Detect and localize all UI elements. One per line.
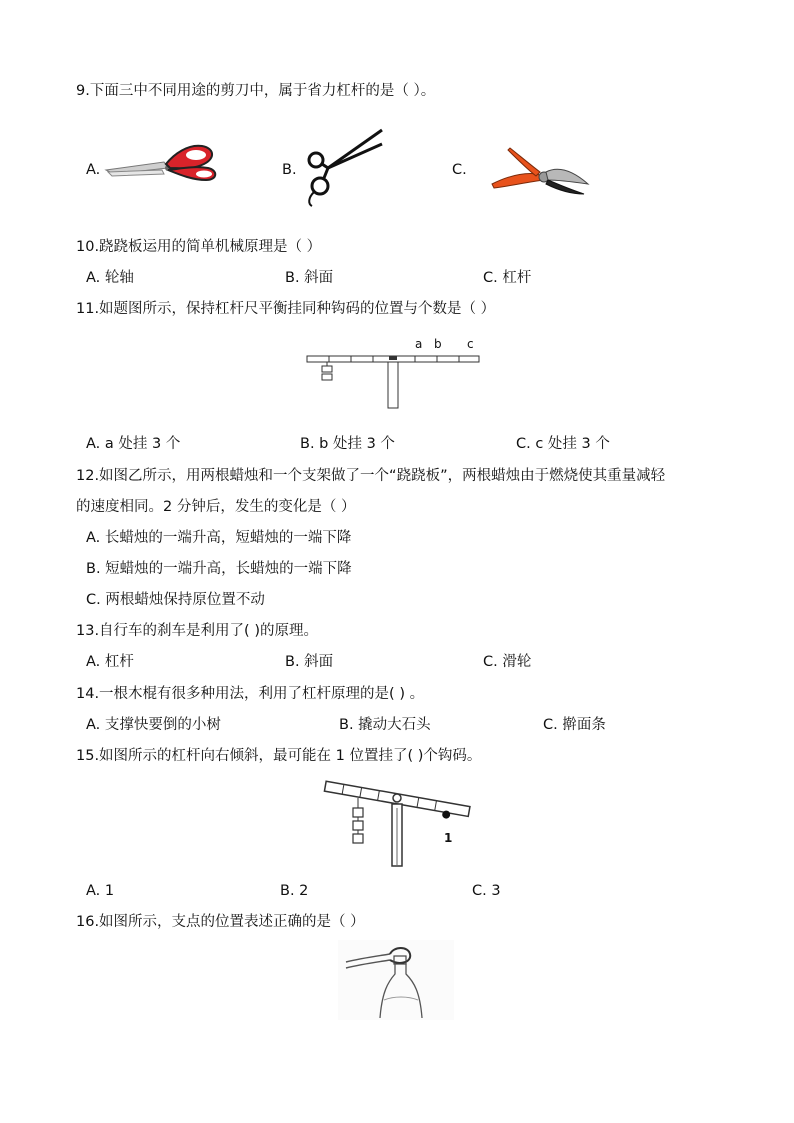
q10-option-c: C. 杠杆 bbox=[483, 270, 532, 286]
q16-stem: 16.如图所示，支点的位置表述正确的是（ ） bbox=[76, 914, 365, 930]
q11-stem: 11.如题图所示，保持杠杆尺平衡挂同种钩码的位置与个数是（ ） bbox=[76, 301, 496, 317]
q14-option-b: B. 撬动大石头 bbox=[339, 717, 431, 733]
q15-stem: 15.如图所示的杠杆向右倾斜，最可能在 1 位置挂了( )个钩码。 bbox=[76, 748, 482, 764]
q9-option-a-label: A. bbox=[86, 162, 101, 178]
q12-option-c: C. 两根蜡烛保持原位置不动 bbox=[86, 592, 265, 608]
hair-scissors-image bbox=[302, 128, 384, 208]
q11-label-b: b bbox=[434, 337, 442, 351]
q9-option-b-label: B. bbox=[282, 162, 297, 178]
q11-option-a: A. a 处挂 3 个 bbox=[86, 436, 181, 452]
q11-option-c: C. c 处挂 3 个 bbox=[516, 436, 610, 452]
q14-option-a: A. 支撑快要倒的小树 bbox=[86, 717, 221, 733]
q9-stem: 9.下面三中不同用途的剪刀中，属于省力杠杆的是（ ）。 bbox=[76, 83, 436, 99]
q15-option-b: B. 2 bbox=[280, 883, 309, 899]
q14-option-c: C. 擀面条 bbox=[543, 717, 606, 733]
q13-option-b: B. 斜面 bbox=[285, 654, 334, 670]
q15-option-c: C. 3 bbox=[472, 883, 501, 899]
q10-option-a: A. 轮轴 bbox=[86, 270, 134, 286]
q14-stem: 14.一根木棍有很多种用法，利用了杠杆原理的是( ) 。 bbox=[76, 686, 425, 702]
q10-stem: 10.跷跷板运用的简单机械原理是（ ） bbox=[76, 239, 322, 255]
q12-option-a: A. 长蜡烛的一端升高，短蜡烛的一端下降 bbox=[86, 530, 352, 546]
q13-option-a: A. 杠杆 bbox=[86, 654, 134, 670]
q13-stem: 13.自行车的刹车是利用了( )的原理。 bbox=[76, 623, 318, 639]
pruning-shears-image bbox=[488, 144, 592, 202]
q11-label-c: c bbox=[467, 337, 474, 351]
q11-label-a: a bbox=[415, 337, 423, 351]
q15-tilted-lever-figure bbox=[320, 784, 474, 870]
q10-option-b: B. 斜面 bbox=[285, 270, 334, 286]
q13-option-c: C. 滑轮 bbox=[483, 654, 532, 670]
q11-option-b: B. b 处挂 3 个 bbox=[300, 436, 395, 452]
q15-position-label: 1 bbox=[444, 831, 453, 845]
kitchen-scissors-image bbox=[104, 140, 219, 186]
q12-stem-line2: 的速度相同。2 分钟后，发生的变化是（ ） bbox=[76, 499, 356, 515]
q9-option-c-label: C. bbox=[452, 162, 467, 178]
q12-option-b: B. 短蜡烛的一端升高，长蜡烛的一端下降 bbox=[86, 561, 352, 577]
bottle-opener-figure bbox=[338, 940, 454, 1020]
q15-option-a: A. 1 bbox=[86, 883, 115, 899]
q11-lever-figure bbox=[305, 336, 485, 410]
q12-stem-line1: 12.如图乙所示，用两根蜡烛和一个支架做了一个“跷跷板”，两根蜡烛由于燃烧使其重量减轻 bbox=[76, 468, 666, 484]
